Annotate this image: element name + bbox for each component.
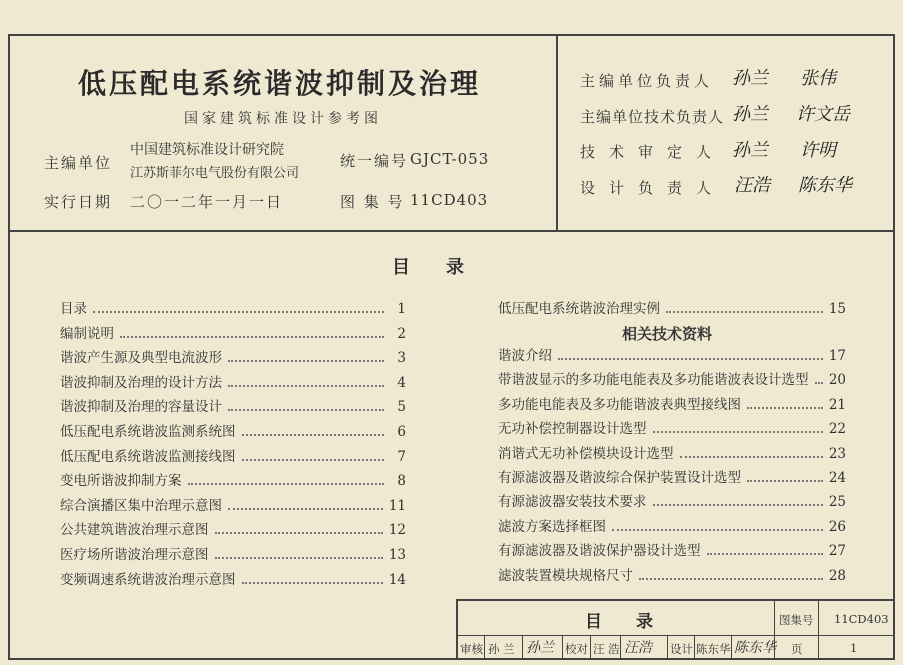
toc-entry-title: 多功能电能表及多功能谐波表典型接线图: [498, 396, 741, 413]
tb-div: [484, 635, 485, 660]
toc-entry-page: 22: [828, 421, 846, 438]
tb-title: 目 录: [585, 612, 653, 632]
approval-sig-4b: 陈东华: [798, 175, 852, 196]
tb-check-label: 校对: [565, 642, 588, 656]
leader-dots: [707, 552, 823, 555]
leader-dots: [93, 310, 384, 313]
editor-label: 主编单位: [44, 154, 113, 172]
tb-check-name: 汪 浩: [593, 642, 620, 656]
toc-entry-title: 有源滤波器安装技术要求: [498, 494, 647, 511]
tb-left-line: [456, 599, 458, 660]
toc-entry-title: 谐波产生源及典型电流波形: [60, 350, 222, 367]
toc-entry[interactable]: [498, 442, 846, 462]
toc-entry-title: 低压配电系统谐波监测系统图: [60, 424, 236, 440]
toc-entry-title: 谐波抑制及治理的设计方法: [60, 374, 222, 391]
header-divider: [556, 34, 558, 232]
toc-entry-title: 公共建筑谐波治理示意图: [60, 522, 209, 539]
toc-entry-page: 6: [397, 424, 406, 440]
toc-entry-title: 消谐式无功补偿模块设计选型: [498, 445, 674, 462]
approval-sig-1a: 孙兰: [732, 68, 768, 89]
approval-role-4: 设计负责人: [580, 179, 726, 197]
tb-page-label: 页: [791, 642, 803, 656]
tb-atlas-label: 图集号: [779, 613, 814, 627]
approval-sig-3b: 许明: [800, 140, 836, 161]
leader-dots: [612, 528, 823, 531]
toc-entry[interactable]: [60, 297, 406, 317]
leader-dots: [215, 556, 383, 559]
toc-entry-page: 25: [828, 494, 846, 511]
toc-entry[interactable]: [60, 494, 406, 514]
toc-entry[interactable]: [498, 515, 846, 535]
toc-entry-page: 13: [388, 547, 406, 563]
toc-entry[interactable]: [60, 568, 406, 588]
tb-div: [667, 635, 668, 660]
tb-design-signature: 陈东华: [734, 640, 776, 656]
leader-dots: [188, 482, 385, 485]
toc-entry[interactable]: [60, 543, 406, 563]
approval-sig-4a: 汪浩: [734, 175, 770, 196]
toc-entry[interactable]: [498, 466, 846, 486]
editor-org-2: 江苏斯菲尔电气股份有限公司: [130, 166, 300, 181]
leader-dots: [747, 479, 823, 482]
toc-entry[interactable]: [60, 445, 406, 465]
date-value: 二〇一二年一月一日: [130, 193, 284, 211]
toc-entry[interactable]: [498, 539, 846, 559]
leader-dots: [242, 581, 383, 584]
toc-entry[interactable]: [498, 564, 846, 584]
leader-dots: [228, 359, 384, 362]
toc-entry-page: 4: [397, 374, 406, 391]
toc-entry-page: 26: [828, 518, 846, 535]
tb-top-line: [456, 599, 895, 601]
leader-dots: [228, 384, 384, 387]
toc-entry-title: 编制说明: [60, 325, 114, 342]
toc-entry-page: 8: [397, 473, 406, 490]
tb-atlas-value: 11CD403: [834, 612, 889, 626]
toc-entry-title: 滤波方案选择框图: [498, 518, 606, 535]
tb-design-label: 设计: [670, 642, 693, 656]
toc-entry-title: 谐波抑制及治理的容量设计: [60, 399, 222, 416]
toc-entry-page: 28: [828, 567, 846, 584]
approval-sig-2b: 许文岳: [796, 104, 850, 125]
toc-entry-title: 目录: [60, 301, 87, 317]
toc-heading: 目 录: [392, 257, 464, 278]
toc-entry-title: 滤波装置模块规格尺寸: [498, 567, 633, 584]
leader-dots: [120, 335, 384, 338]
toc-entry-title: 带谐波显示的多功能电能表及多功能谐波表设计选型: [498, 372, 809, 389]
toc-entry-title: 变频调速系统谐波治理示意图: [60, 571, 236, 588]
section-label: 相关技术资料: [622, 325, 713, 343]
toc-entry-title: 变电所谐波抑制方案: [60, 473, 182, 490]
leader-dots: [228, 507, 383, 510]
tb-review-label: 审核: [460, 642, 483, 656]
leader-dots: [242, 433, 385, 436]
toc-entry[interactable]: [498, 297, 846, 317]
atlas-value: 11CD403: [410, 191, 489, 209]
tb-div: [620, 635, 621, 660]
toc-entry-page: 5: [397, 399, 406, 416]
toc-entry[interactable]: [60, 346, 406, 366]
toc-entry[interactable]: [60, 518, 406, 538]
toc-entry-page: 1: [397, 301, 406, 317]
page-subtitle: 国家建筑标准设计参考图: [184, 111, 382, 127]
toc-entry[interactable]: [60, 469, 406, 489]
toc-entry-page: 27: [828, 543, 846, 560]
leader-dots: [747, 406, 823, 409]
leader-dots: [680, 455, 823, 458]
atlas-label: 图 集 号: [340, 193, 405, 211]
toc-entry[interactable]: [498, 490, 846, 510]
toc-entry-title: 综合演播区集中治理示意图: [60, 497, 222, 514]
tb-div: [522, 635, 523, 660]
serial-value: GJCT-053: [410, 150, 490, 168]
toc-entry[interactable]: [498, 344, 846, 364]
tb-div: [694, 635, 695, 660]
toc-entry-page: 23: [828, 445, 846, 462]
toc-entry-title: 低压配电系统谐波治理实例: [498, 301, 660, 317]
editor-org-1: 中国建筑标准设计研究院: [130, 142, 284, 158]
serial-label: 统一编号: [340, 152, 409, 170]
toc-entry[interactable]: [60, 322, 406, 342]
page-title: 低压配电系统谐波抑制及治理: [78, 67, 482, 100]
toc-entry-title: 无功补偿控制器设计选型: [498, 421, 647, 438]
toc-entry-page: 20: [828, 372, 846, 389]
toc-entry-page: 15: [828, 301, 846, 317]
toc-entry-title: 医疗场所谐波治理示意图: [60, 547, 209, 563]
toc-entry[interactable]: [60, 395, 406, 415]
toc-entry-title: 谐波介绍: [498, 348, 552, 364]
toc-entry-page: 2: [397, 325, 406, 342]
approval-sig-1b: 张伟: [800, 68, 836, 89]
tb-right-col-line-2: [818, 599, 819, 660]
toc-entry-title: 有源滤波器及谐波综合保护装置设计选型: [498, 470, 741, 486]
toc-entry-page: 24: [828, 470, 846, 486]
tb-design-name: 陈东华: [696, 642, 731, 656]
leader-dots: [242, 458, 385, 461]
leader-dots: [228, 408, 384, 411]
tb-review-name: 孙 兰: [488, 642, 515, 656]
tb-div: [562, 635, 563, 660]
toc-entry-page: 17: [828, 348, 846, 364]
toc-entry-page: 12: [388, 522, 406, 539]
approval-role-1: 主编单位负责人: [580, 72, 714, 90]
toc-entry-page: 11: [388, 497, 406, 514]
approval-sig-2a: 孙兰: [732, 104, 768, 125]
tb-div: [731, 635, 732, 660]
toc-entry-page: 21: [828, 396, 846, 413]
approval-sig-3a: 孙兰: [732, 140, 768, 161]
toc-entry-page: 7: [397, 448, 406, 465]
approval-role-2: 主编单位技术负责人: [580, 108, 725, 126]
toc-entry-title: 低压配电系统谐波监测接线图: [60, 448, 236, 465]
tb-page-value: 1: [850, 641, 858, 655]
leader-dots: [639, 577, 823, 580]
toc-entry-page: 14: [388, 571, 406, 588]
tb-div: [590, 635, 591, 660]
toc-entry[interactable]: [498, 393, 846, 413]
leader-dots: [558, 357, 823, 360]
leader-dots: [815, 381, 823, 384]
toc-entry[interactable]: [498, 368, 846, 388]
leader-dots: [215, 531, 383, 534]
date-label: 实行日期: [44, 193, 113, 211]
toc-entry-page: 3: [397, 350, 406, 367]
approval-role-3: 技术审定人: [580, 143, 726, 161]
header-bottom-line: [8, 230, 895, 232]
tb-check-signature: 汪浩: [624, 640, 652, 656]
leader-dots: [653, 503, 823, 506]
leader-dots: [666, 310, 823, 313]
leader-dots: [653, 430, 823, 433]
toc-entry[interactable]: [60, 371, 406, 391]
toc-entry-title: 有源滤波器及谐波保护器设计选型: [498, 543, 701, 560]
toc-entry[interactable]: [60, 420, 406, 440]
toc-entry[interactable]: [498, 417, 846, 437]
tb-review-signature: 孙兰: [526, 640, 554, 656]
